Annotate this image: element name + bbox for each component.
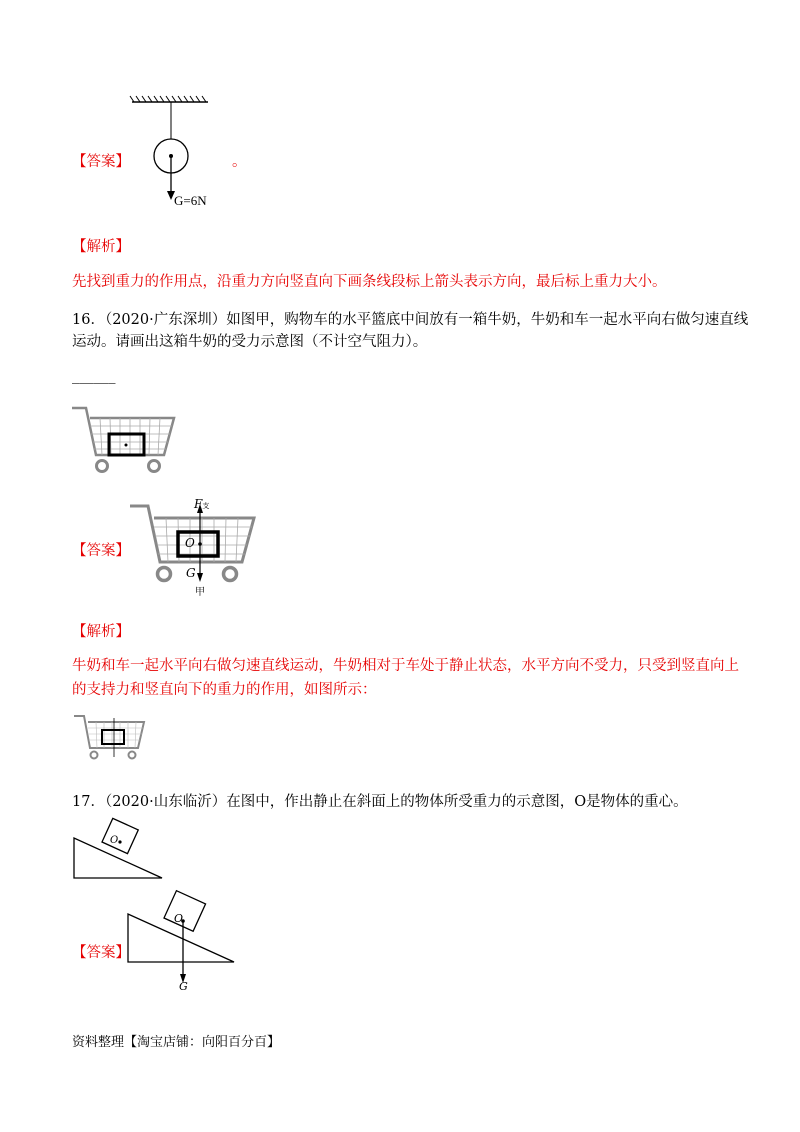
q17-answer-gravity-label: G xyxy=(179,980,188,993)
q15-figure-force-label: G=6N xyxy=(174,193,207,208)
q16-figure-caption: 甲 xyxy=(195,587,205,598)
q16-analysis-line1: 牛奶和车一起水平向右做匀速直线运动，牛奶相对于车处于静止状态，水平方向不受力，只受到竖直向上 xyxy=(72,658,739,674)
q15-answer-label: 【答案】 xyxy=(72,154,130,170)
q17-question-center-label: O xyxy=(110,835,119,846)
q16-analysis-cart-figure xyxy=(72,710,152,772)
q16-analysis-line2: 的支持力和竖直向下的重力的作用，如图所示： xyxy=(72,682,377,698)
q17-answer-label: 【答案】 xyxy=(72,945,130,961)
q16-answer-label: 【答案】 xyxy=(72,543,130,559)
footer-source-text: 资料整理【淘宝店铺：向阳百分百】 xyxy=(72,1035,281,1050)
q16-question-line1: 16．（2020·广东深圳）如图甲，购物车的水平篮底中间放有一箱牛奶，牛奶和车一起水平向右做匀速直线 xyxy=(72,312,749,328)
q16-support-symbol: F xyxy=(194,497,203,511)
q15-analysis-label: 【解析】 xyxy=(72,239,130,255)
q16-figure-gravity-label: G xyxy=(186,566,196,580)
q16-analysis-label: 【解析】 xyxy=(72,624,130,640)
q16-question-line2: 运动。请画出这箱牛奶的受力示意图（不计空气阻力）。 xyxy=(72,334,428,350)
q15-analysis-text: 先找到重力的作用点，沿重力方向竖直向下画条线段标上箭头表示方向，最后标上重力大小。 xyxy=(72,274,667,290)
q15-answer-tail: 。 xyxy=(232,154,247,170)
q16-support-subscript: 支 xyxy=(202,502,210,510)
q17-answer-center-label: O xyxy=(174,912,184,925)
q16-question-cart-figure xyxy=(68,400,188,480)
q17-question-figure xyxy=(72,820,172,882)
q16-answer-blank: ______ xyxy=(72,368,116,384)
q17-question: 17．（2020·山东临沂）在图中，作出静止在斜面上的物体所受重力的示意图，O是物体的重心。 xyxy=(72,794,688,810)
q16-figure-support-label xyxy=(194,497,209,511)
q16-figure-center-label: O xyxy=(185,536,195,550)
